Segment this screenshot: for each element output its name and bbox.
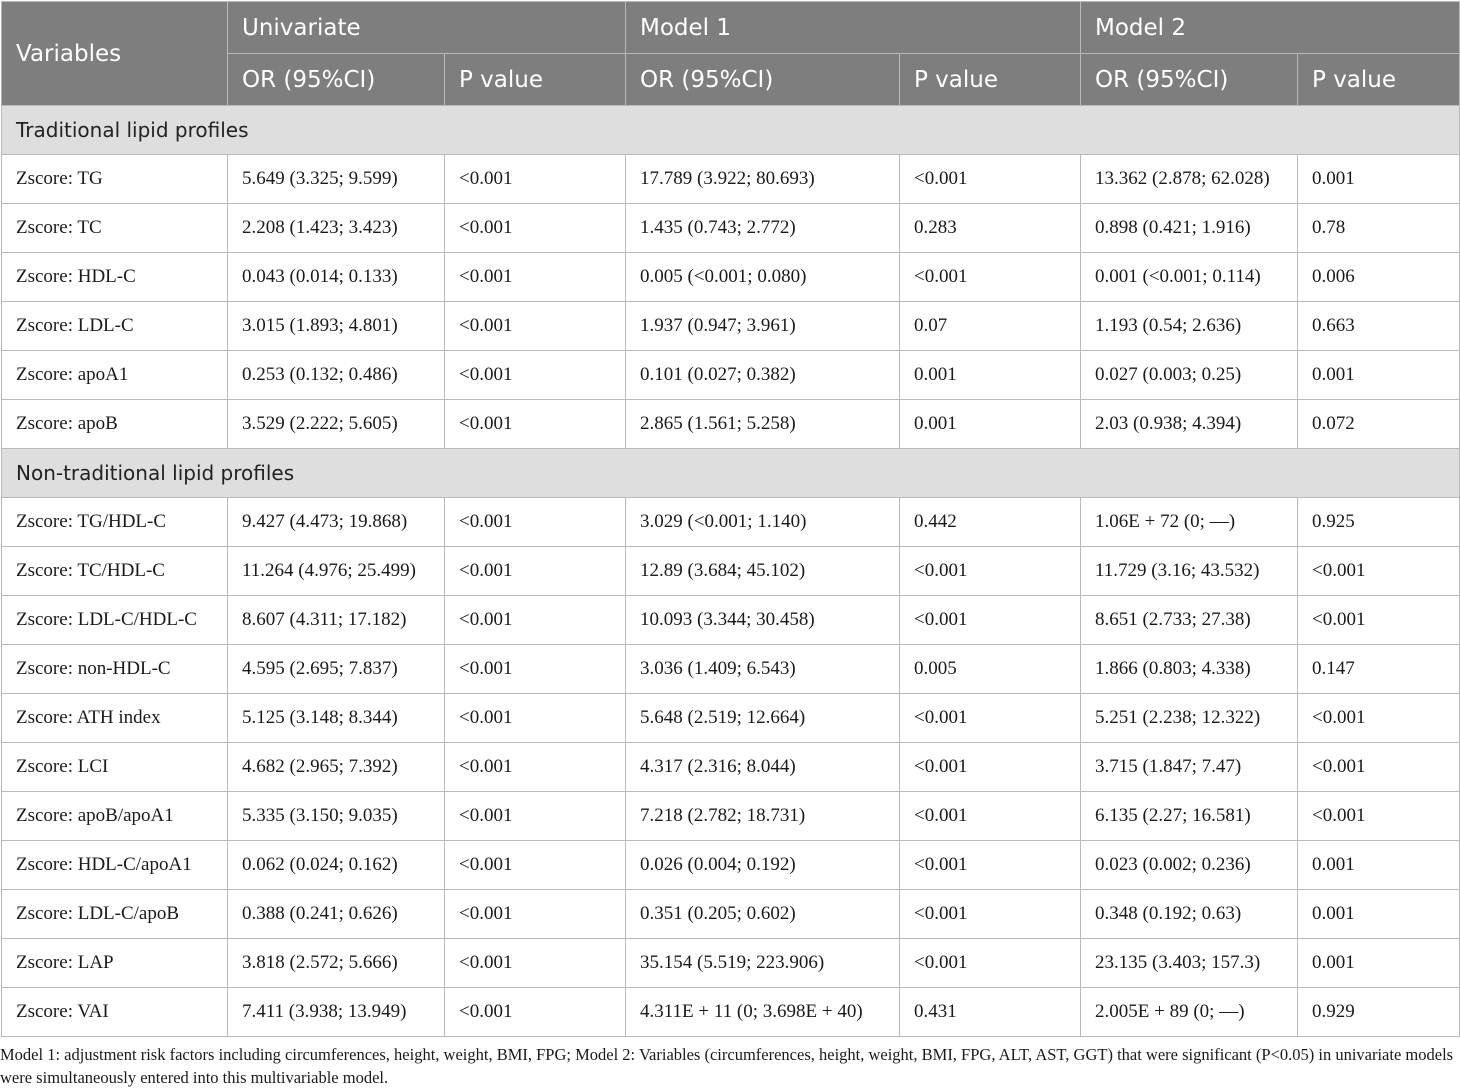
or-model1-cell: 5.648 (2.519; 12.664): [626, 694, 900, 743]
or-model1-cell: 0.101 (0.027; 0.382): [626, 351, 900, 400]
p-model1-cell: 0.431: [900, 988, 1081, 1037]
p-model1-cell: 0.07: [900, 302, 1081, 351]
header-or-model1: OR (95%CI): [626, 54, 900, 106]
results-table: [1, 1, 1460, 1037]
p-model1-cell: <0.001: [900, 155, 1081, 204]
variable-cell: Zscore: TG: [2, 155, 228, 204]
or-univariate-cell: 0.043 (0.014; 0.133): [228, 253, 445, 302]
section-row: [2, 449, 1460, 498]
or-model2-cell: 3.715 (1.847; 7.47): [1081, 743, 1298, 792]
or-model2-cell: 0.898 (0.421; 1.916): [1081, 204, 1298, 253]
p-model2-cell: 0.663: [1298, 302, 1460, 351]
or-model1-cell: 10.093 (3.344; 30.458): [626, 596, 900, 645]
table-row: [2, 645, 1460, 694]
or-univariate-cell: 0.062 (0.024; 0.162): [228, 841, 445, 890]
or-univariate-cell: 2.208 (1.423; 3.423): [228, 204, 445, 253]
header-or-model2: OR (95%CI): [1081, 54, 1298, 106]
section-title: Non-traditional lipid profiles: [2, 449, 1460, 498]
or-univariate-cell: 4.682 (2.965; 7.392): [228, 743, 445, 792]
or-univariate-cell: 3.015 (1.893; 4.801): [228, 302, 445, 351]
p-univariate-cell: <0.001: [445, 841, 626, 890]
or-model1-cell: 0.005 (<0.001; 0.080): [626, 253, 900, 302]
variable-cell: Zscore: TC/HDL-C: [2, 547, 228, 596]
table-header: [2, 2, 1460, 106]
or-model1-cell: 12.89 (3.684; 45.102): [626, 547, 900, 596]
table-row: [2, 351, 1460, 400]
table-row: [2, 890, 1460, 939]
or-model2-cell: 1.193 (0.54; 2.636): [1081, 302, 1298, 351]
variable-cell: Zscore: LDL-C/HDL-C: [2, 596, 228, 645]
table-row: [2, 302, 1460, 351]
header-p-univariate: P value: [445, 54, 626, 106]
or-univariate-cell: 0.253 (0.132; 0.486): [228, 351, 445, 400]
p-univariate-cell: <0.001: [445, 400, 626, 449]
table-footnote: Model 1: adjustment risk factors including circumferences, height, weight, BMI, FPG; Model 2: Variables (circumferences, height, weight, BMI, FPG, ALT, AST, GGT) that were significant (P<0.05) in univariate models were simultaneously entered into this multivariable model.: [0, 1045, 1454, 1087]
variable-cell: Zscore: LDL-C: [2, 302, 228, 351]
variable-cell: Zscore: HDL-C/apoA1: [2, 841, 228, 890]
p-model2-cell: 0.001: [1298, 351, 1460, 400]
table-row: [2, 498, 1460, 547]
or-model2-cell: 0.023 (0.002; 0.236): [1081, 841, 1298, 890]
variable-cell: Zscore: non-HDL-C: [2, 645, 228, 694]
variable-cell: Zscore: apoB/apoA1: [2, 792, 228, 841]
or-model2-cell: 23.135 (3.403; 157.3): [1081, 939, 1298, 988]
table-row: [2, 547, 1460, 596]
section-row: [2, 106, 1460, 155]
or-model1-cell: 1.937 (0.947; 3.961): [626, 302, 900, 351]
p-model2-cell: <0.001: [1298, 596, 1460, 645]
or-model2-cell: 2.005E + 89 (0; —): [1081, 988, 1298, 1037]
or-model1-cell: 7.218 (2.782; 18.731): [626, 792, 900, 841]
table-row: [2, 694, 1460, 743]
p-univariate-cell: <0.001: [445, 890, 626, 939]
variable-cell: Zscore: HDL-C: [2, 253, 228, 302]
header-variables: Variables: [2, 2, 228, 106]
p-model1-cell: <0.001: [900, 596, 1081, 645]
or-univariate-cell: 11.264 (4.976; 25.499): [228, 547, 445, 596]
variable-cell: Zscore: LDL-C/apoB: [2, 890, 228, 939]
p-model1-cell: 0.442: [900, 498, 1081, 547]
p-univariate-cell: <0.001: [445, 155, 626, 204]
or-univariate-cell: 8.607 (4.311; 17.182): [228, 596, 445, 645]
header-p-model1: P value: [900, 54, 1081, 106]
variable-cell: Zscore: ATH index: [2, 694, 228, 743]
or-model1-cell: 3.036 (1.409; 6.543): [626, 645, 900, 694]
p-model1-cell: 0.005: [900, 645, 1081, 694]
or-model2-cell: 6.135 (2.27; 16.581): [1081, 792, 1298, 841]
or-model2-cell: 0.001 (<0.001; 0.114): [1081, 253, 1298, 302]
or-model2-cell: 5.251 (2.238; 12.322): [1081, 694, 1298, 743]
table-row: [2, 743, 1460, 792]
p-model1-cell: <0.001: [900, 841, 1081, 890]
header-p-model2: P value: [1298, 54, 1460, 106]
p-univariate-cell: <0.001: [445, 204, 626, 253]
or-model1-cell: 35.154 (5.519; 223.906): [626, 939, 900, 988]
p-univariate-cell: <0.001: [445, 988, 626, 1037]
p-univariate-cell: <0.001: [445, 253, 626, 302]
or-univariate-cell: 7.411 (3.938; 13.949): [228, 988, 445, 1037]
variable-cell: Zscore: LAP: [2, 939, 228, 988]
p-model1-cell: 0.001: [900, 400, 1081, 449]
p-univariate-cell: <0.001: [445, 694, 626, 743]
or-univariate-cell: 3.818 (2.572; 5.666): [228, 939, 445, 988]
or-model1-cell: 1.435 (0.743; 2.772): [626, 204, 900, 253]
table-row: [2, 204, 1460, 253]
or-model2-cell: 11.729 (3.16; 43.532): [1081, 547, 1298, 596]
or-univariate-cell: 5.335 (3.150; 9.035): [228, 792, 445, 841]
or-model2-cell: 0.348 (0.192; 0.63): [1081, 890, 1298, 939]
variable-cell: Zscore: LCI: [2, 743, 228, 792]
header-or-univariate: OR (95%CI): [228, 54, 445, 106]
p-univariate-cell: <0.001: [445, 792, 626, 841]
header-group-univariate: Univariate: [228, 2, 626, 54]
p-model2-cell: 0.001: [1298, 841, 1460, 890]
or-model2-cell: 2.03 (0.938; 4.394): [1081, 400, 1298, 449]
or-model1-cell: 4.311E + 11 (0; 3.698E + 40): [626, 988, 900, 1037]
p-model1-cell: <0.001: [900, 547, 1081, 596]
p-model2-cell: <0.001: [1298, 743, 1460, 792]
p-model1-cell: <0.001: [900, 694, 1081, 743]
table-row: [2, 400, 1460, 449]
table-body: [2, 106, 1460, 1037]
p-model1-cell: <0.001: [900, 939, 1081, 988]
p-model1-cell: 0.283: [900, 204, 1081, 253]
p-model2-cell: 0.147: [1298, 645, 1460, 694]
p-univariate-cell: <0.001: [445, 743, 626, 792]
or-model2-cell: 0.027 (0.003; 0.25): [1081, 351, 1298, 400]
variable-cell: Zscore: apoB: [2, 400, 228, 449]
p-model1-cell: 0.001: [900, 351, 1081, 400]
or-model2-cell: 13.362 (2.878; 62.028): [1081, 155, 1298, 204]
p-model2-cell: <0.001: [1298, 694, 1460, 743]
or-model2-cell: 1.866 (0.803; 4.338): [1081, 645, 1298, 694]
or-model2-cell: 8.651 (2.733; 27.38): [1081, 596, 1298, 645]
p-model1-cell: <0.001: [900, 253, 1081, 302]
section-title: Traditional lipid profiles: [2, 106, 1460, 155]
p-model2-cell: 0.925: [1298, 498, 1460, 547]
p-model2-cell: 0.072: [1298, 400, 1460, 449]
p-univariate-cell: <0.001: [445, 351, 626, 400]
variable-cell: Zscore: apoA1: [2, 351, 228, 400]
table-row: [2, 939, 1460, 988]
table-row: [2, 988, 1460, 1037]
p-model2-cell: 0.001: [1298, 155, 1460, 204]
or-univariate-cell: 5.649 (3.325; 9.599): [228, 155, 445, 204]
p-model2-cell: 0.001: [1298, 939, 1460, 988]
or-model1-cell: 3.029 (<0.001; 1.140): [626, 498, 900, 547]
p-univariate-cell: <0.001: [445, 498, 626, 547]
table-row: [2, 253, 1460, 302]
or-univariate-cell: 4.595 (2.695; 7.837): [228, 645, 445, 694]
table-row: [2, 155, 1460, 204]
p-model1-cell: <0.001: [900, 792, 1081, 841]
variable-cell: Zscore: TC: [2, 204, 228, 253]
or-model1-cell: 4.317 (2.316; 8.044): [626, 743, 900, 792]
table-row: [2, 841, 1460, 890]
or-univariate-cell: 3.529 (2.222; 5.605): [228, 400, 445, 449]
p-model2-cell: <0.001: [1298, 547, 1460, 596]
or-model1-cell: 0.351 (0.205; 0.602): [626, 890, 900, 939]
p-model2-cell: <0.001: [1298, 792, 1460, 841]
p-model2-cell: 0.001: [1298, 890, 1460, 939]
p-model2-cell: 0.78: [1298, 204, 1460, 253]
p-univariate-cell: <0.001: [445, 939, 626, 988]
or-univariate-cell: 0.388 (0.241; 0.626): [228, 890, 445, 939]
p-univariate-cell: <0.001: [445, 547, 626, 596]
table-row: [2, 792, 1460, 841]
p-univariate-cell: <0.001: [445, 302, 626, 351]
or-univariate-cell: 9.427 (4.473; 19.868): [228, 498, 445, 547]
p-univariate-cell: <0.001: [445, 645, 626, 694]
p-model2-cell: 0.929: [1298, 988, 1460, 1037]
p-model1-cell: <0.001: [900, 743, 1081, 792]
or-model1-cell: 2.865 (1.561; 5.258): [626, 400, 900, 449]
p-model2-cell: 0.006: [1298, 253, 1460, 302]
variable-cell: Zscore: VAI: [2, 988, 228, 1037]
variable-cell: Zscore: TG/HDL-C: [2, 498, 228, 547]
table-row: [2, 596, 1460, 645]
or-model1-cell: 0.026 (0.004; 0.192): [626, 841, 900, 890]
header-group-model2: Model 2: [1081, 2, 1460, 54]
p-univariate-cell: <0.001: [445, 596, 626, 645]
header-group-model1: Model 1: [626, 2, 1081, 54]
or-model1-cell: 17.789 (3.922; 80.693): [626, 155, 900, 204]
or-univariate-cell: 5.125 (3.148; 8.344): [228, 694, 445, 743]
or-model2-cell: 1.06E + 72 (0; —): [1081, 498, 1298, 547]
p-model1-cell: <0.001: [900, 890, 1081, 939]
